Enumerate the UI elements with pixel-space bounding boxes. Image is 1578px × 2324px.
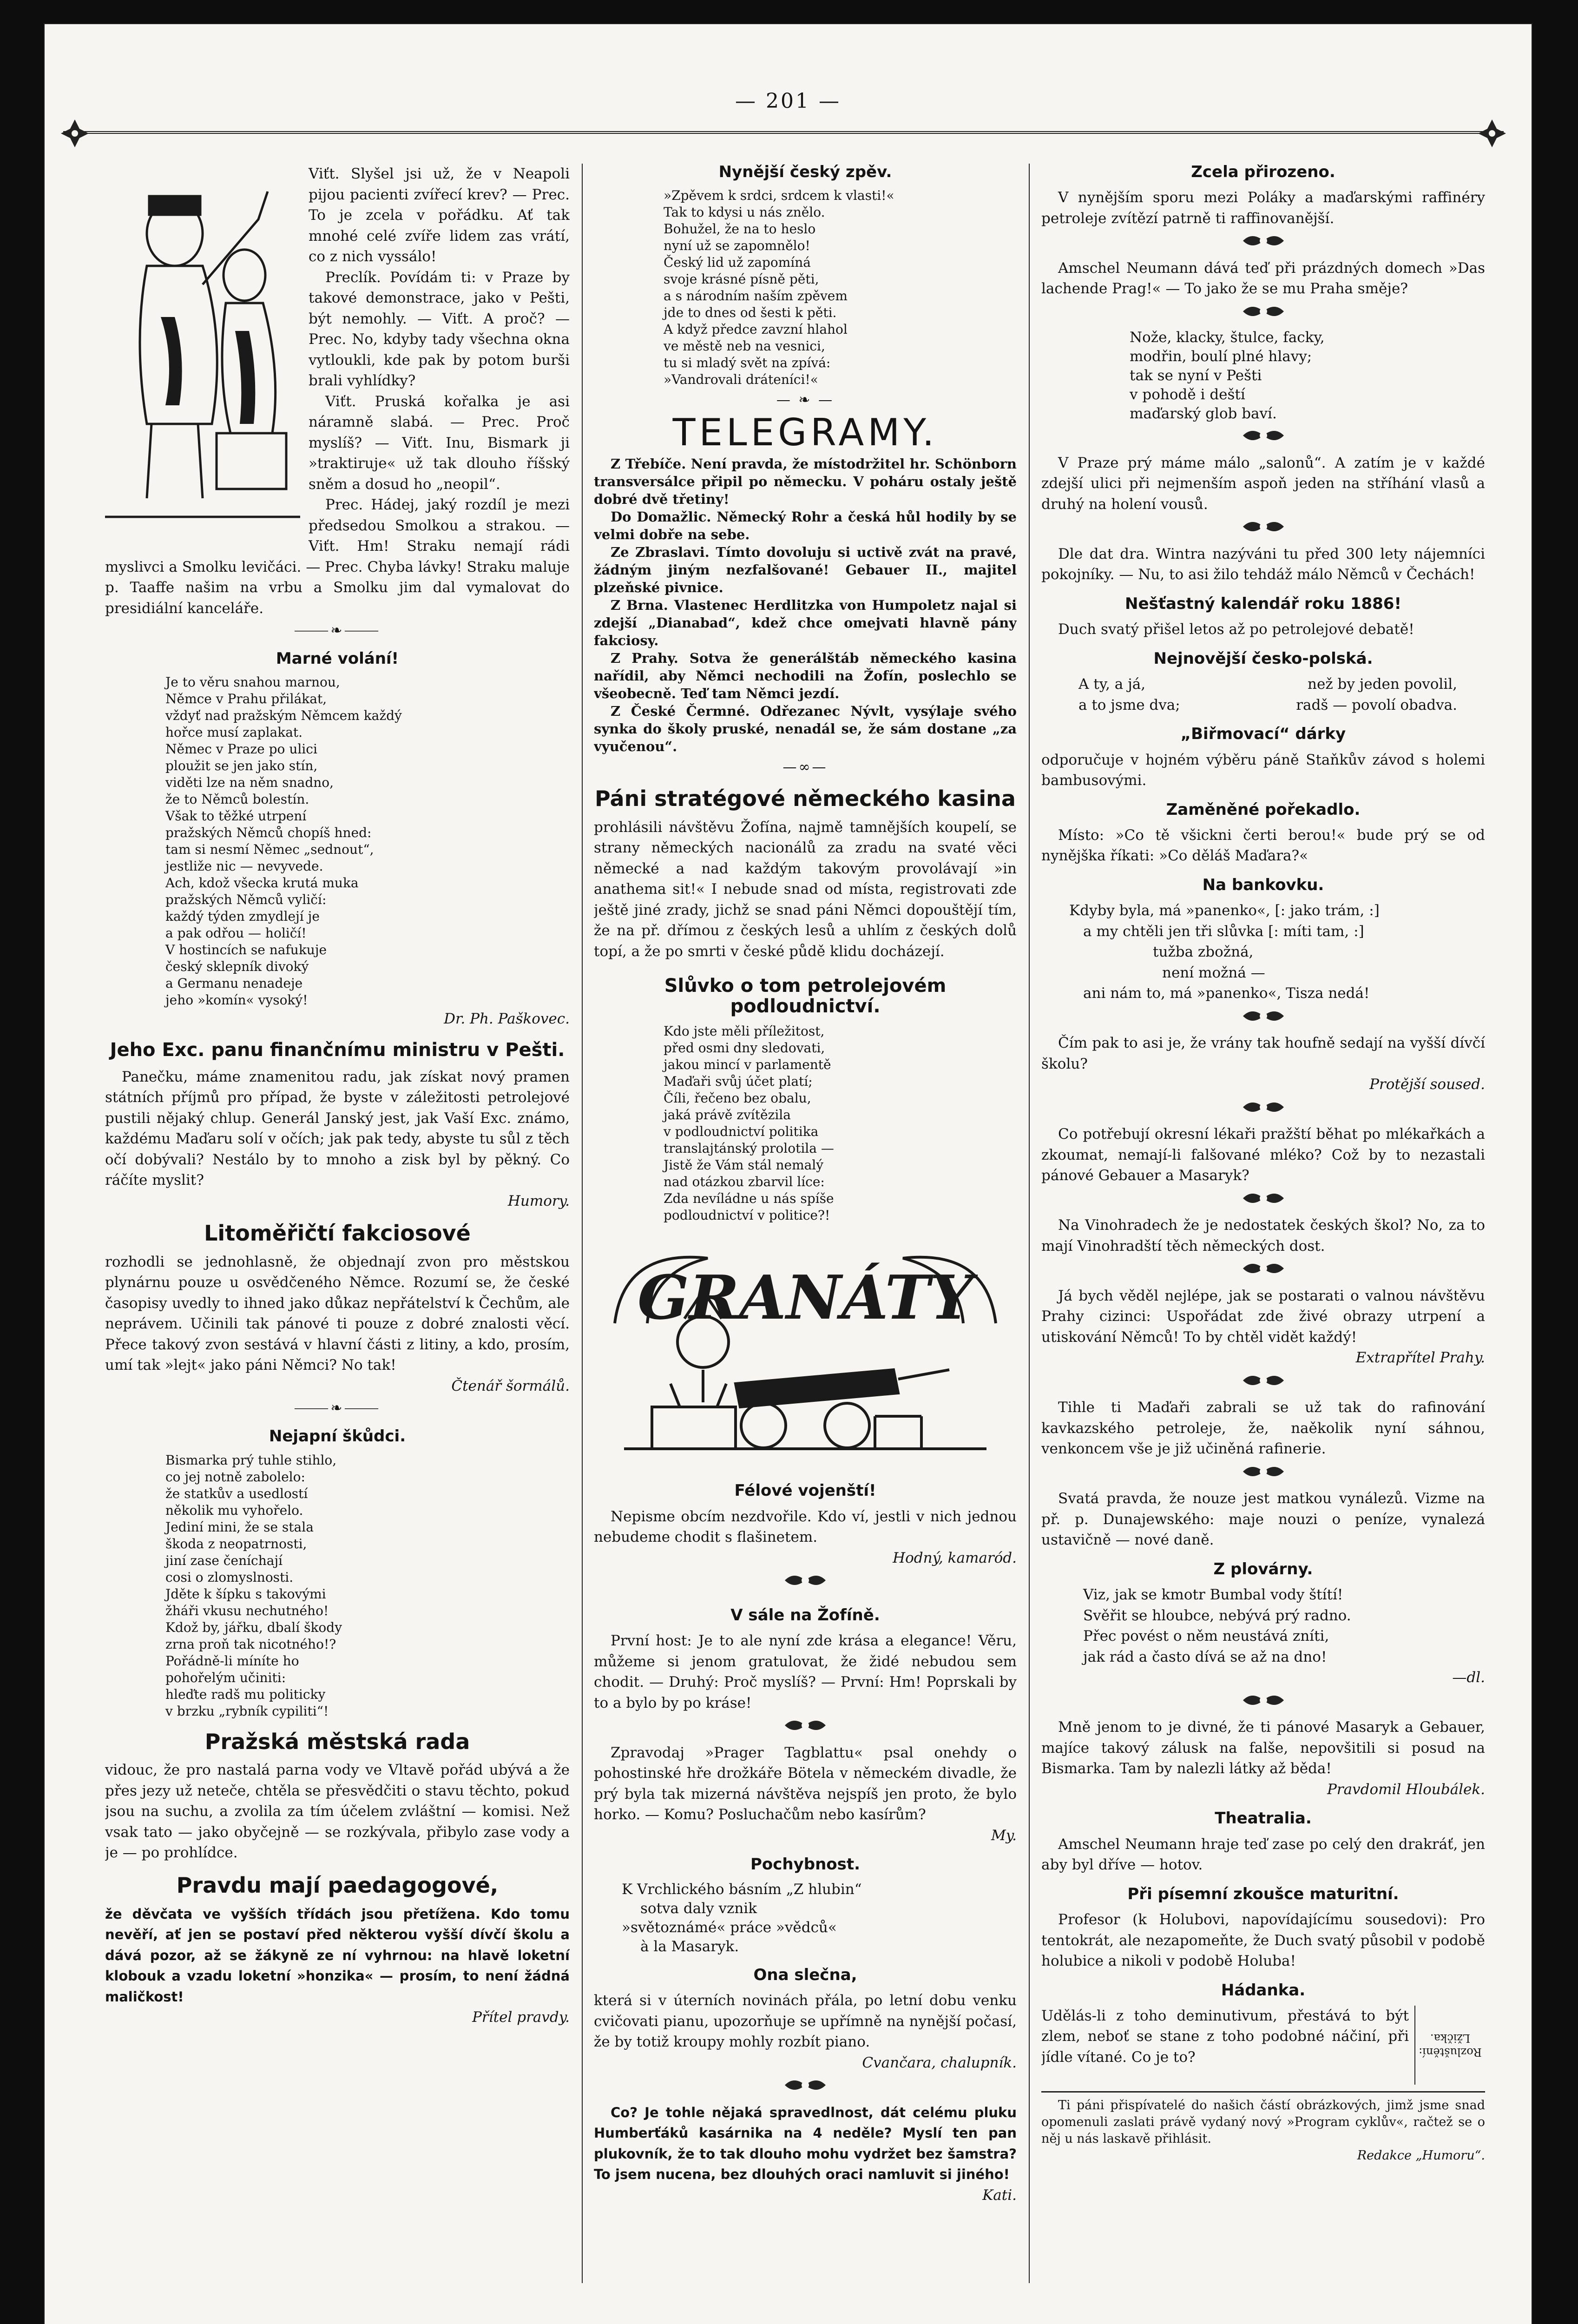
poem-line: »Zpěvem k srdci, srdcem k vlasti!« bbox=[664, 188, 894, 204]
poem bbox=[622, 1880, 1017, 1956]
fleuron-icon bbox=[1041, 1258, 1485, 1285]
poem-line: jakou mincí v parlamentě bbox=[664, 1057, 831, 1073]
poem-line: není možná — bbox=[1162, 964, 1265, 981]
poem-line: pohořelým učiniti: bbox=[165, 1670, 286, 1685]
poem-line: v pohodě i deští bbox=[1130, 386, 1245, 403]
poem-line: a pak odřou — holičí! bbox=[165, 925, 307, 941]
poem-line: Ach, kdož všecka krutá muka bbox=[165, 875, 359, 891]
article-text: Zpravodaj »Prager Tagblattu« psal onehdy o pohostinské hře drožkáře Bötela v německém divadle, že prý byla tak mizerná návštěva nejspíš jen proto, že bylo horko. — Komu? Posluchačům nebo kasírům? bbox=[594, 1744, 1017, 1823]
article-text: Ti páni přispívatelé do našich částí obrázkových, jimž jsme snad opomenuli zaslati právě vydaný nový »Program cyklův«, račtež se o něj u nás laskavě přihlásit. bbox=[1041, 2098, 1485, 2146]
section-divider-icon: ⸻❧⸻ bbox=[294, 1400, 381, 1417]
poem-line: viděti lze na něm snadno, bbox=[165, 775, 334, 791]
poem-line: český sklepník divoký bbox=[165, 959, 309, 975]
signature: Pravdomil Hloubálek. bbox=[1327, 1781, 1485, 1798]
signature: Čtenář šormálů. bbox=[451, 1377, 570, 1394]
poem bbox=[1083, 1585, 1485, 1667]
article-text: která si v úterních novinách přála, po letní dobu venku cvičovati pianu, upozorňuje se upřímně na nynější počasí, že by totiž kroupy mohly rozbít piano. bbox=[594, 1992, 1017, 2051]
article-title: Félové vojenští! bbox=[734, 1481, 876, 1500]
poem-line: A když předce zavzní hlahol bbox=[664, 322, 848, 337]
poem-line: Viz, jak se kmotr Bumbal vody štítí! bbox=[1083, 1586, 1343, 1604]
article-title: Nynější český zpěv. bbox=[718, 164, 892, 181]
poem-line: nyní už se zapomnělo! bbox=[664, 238, 810, 254]
poem-line: jaká právě zvítězila bbox=[664, 1107, 791, 1123]
article-title: Pražská městská rada bbox=[204, 1729, 470, 1754]
poem bbox=[165, 1452, 570, 1720]
poem-line: a Germanu nenadeje bbox=[165, 976, 303, 991]
article-text: Amschel Neumann dává teď při prázdných domech »Das lachende Prag!« — To jako že se mu Praha směje? bbox=[1041, 259, 1485, 297]
article-title: V sále na Žofíně. bbox=[730, 1605, 880, 1624]
fleuron-icon bbox=[1041, 1690, 1485, 1717]
poem-line: Český lid už zapomíná bbox=[664, 255, 811, 271]
riddle-answer: Rozluštění: Lžička. bbox=[1419, 2031, 1482, 2059]
dialog-paragraph: Prec. Hádej, jaký rozdíl je mezi předsedou Smolkou a strakou. — Viťt. Hm! Straku nemají rádi myslivci a Smolku levičáci. — Prec. Chyba lávky! Straku maluje p. Taaffe našim na vrbu a Smolku jim dal vymalovat do presidiální kanceláře. bbox=[105, 496, 570, 617]
article-title: Při písemní zkoušce maturitní. bbox=[1127, 1884, 1399, 1903]
fleuron-icon bbox=[1041, 1370, 1485, 1397]
signature: Přítel pravdy. bbox=[472, 2009, 570, 2026]
article-text: odporučuje v hojném výběru páně Staňkův závod s holemi bambusovými. bbox=[1041, 751, 1485, 789]
telegram-item: Z Prahy. Sotva že generálštáb německého kasina nařídil, aby Němci nechodili na Žofín, poslechlo se všeobecně. Teď tam Němci jezdí. bbox=[594, 650, 1017, 702]
poem-line: Přec povést o něm neustává zníti, bbox=[1083, 1628, 1329, 1645]
granaty-title: GRANÁTY bbox=[637, 1262, 973, 1334]
poem-line: zrna proň tak nicotného!? bbox=[165, 1636, 336, 1652]
poem-line: A ty, a já, bbox=[1078, 676, 1146, 693]
article-text: prohlásili návštěvu Žofína, najmě tamnějších koupelí, se strany německých nacionálů za zradu na svaté věci německé a nad každým takovým provolávají »in anathema sit!« I nebude snad od místa, registrovati zde ještě jiné zrady, jichž se snad páni Němci dopouštějí tím, že na př. dřímou z českých lesů a uhlím z českých dolů topí, a že po smrti v české půdě klidu docházejí. bbox=[594, 819, 1017, 960]
poem-line: pražských Němců vyličí: bbox=[165, 892, 327, 908]
article-title: Ona slečna, bbox=[753, 1965, 857, 1984]
article-text: Udělás-li z toho deminutivum, přestává to být zlem, neboť se stane z toho podobné náčiní, při jídle vítané. Co je to? bbox=[1041, 2007, 1409, 2066]
article-title: Jeho Exc. panu finančnímu ministru v Pešti. bbox=[110, 1039, 565, 1061]
poem-line: a my chtěli jen tři slůvka [: míti tam, :] bbox=[1083, 923, 1364, 940]
column-rule bbox=[1029, 164, 1030, 2283]
fleuron-icon bbox=[1041, 516, 1485, 543]
poem bbox=[664, 1023, 1017, 1224]
poem-line: co jej notně zabolelo: bbox=[165, 1469, 305, 1485]
article-text: Na Vinohradech že je nedostatek českých škol? No, za to mají Vinohradští těch německých dost. bbox=[1041, 1217, 1485, 1254]
poem-line: a s národním naším zpěvem bbox=[664, 288, 848, 304]
article-text: Svatá pravda, že nouze jest matkou vynálezů. Vizme na př. p. Dunajewského: maje nouzi o peníze, vynalezá ustavičně — nové daně. bbox=[1041, 1490, 1485, 1549]
poem-line: každý týden zmydlejí je bbox=[165, 909, 320, 924]
article-text: že děvčata ve vyšších třídách jsou přetížena. Kdo tomu nevěří, ať jen se postaví před některou vyšší dívčí školu a dává pozor, až se žákyně ze ní vyhrnou: na hlavě loketní klobouk a vzadu loketní »honzika« — prosím, to není žádná maličkost! bbox=[105, 1906, 570, 2005]
poem-line: translajtánský prolotila — bbox=[664, 1141, 834, 1156]
section-divider-icon: — ❧ — bbox=[776, 392, 835, 409]
article-text: Duch svatý přišel letos až po petrolejové debatě! bbox=[1058, 621, 1414, 638]
poem-line: Jděte k šípku s takovými bbox=[165, 1586, 326, 1602]
column-rule bbox=[582, 164, 583, 2283]
poem-line: cosi o zlomyslnosti. bbox=[165, 1569, 294, 1585]
poem-line: Němce v Prahu přilákat, bbox=[165, 691, 327, 707]
article-text: Nepisme obcím nezdvořile. Kdo ví, jestli v nich jednou nebudeme chodit s flašinetem. bbox=[594, 1508, 1017, 1546]
fleuron-icon bbox=[1041, 1006, 1485, 1032]
article-text: vidouc, že pro nastalá parna vody ve Vltavě pořád ubývá a že přes jezy už neteče, chtěla se přesvědčiti o stavu těchto, pokud jsou na suchu, a zvolila za tím účelem zvláštní — komisi. Než vsak tato — jako obyčejně — se rozkývala, přibylo zase vody a je — po prohlídce. bbox=[105, 1762, 570, 1862]
poem-line: Němec v Praze po ulici bbox=[165, 741, 317, 757]
article-text: Místo: »Co tě všickni čerti berou!« bude prý se od nynějška říkati: »Co děláš Maďara?« bbox=[1041, 826, 1485, 865]
page-number: — 201 — bbox=[735, 89, 841, 113]
telegram-item: Z Třebíče. Není pravda, že místodržitel hr. Schönborn transversálce připil po německu. V poháru ostaly ještě dobré dvě třetiny! bbox=[594, 456, 1017, 508]
fleuron-icon bbox=[1041, 425, 1485, 452]
poem-line: Číli, řečeno bez obalu, bbox=[664, 1090, 811, 1106]
poem-line: K Vrchlického básním „Z hlubin“ bbox=[622, 1881, 862, 1898]
signature: Humory. bbox=[507, 1192, 570, 1209]
section-divider-icon: ⸻❧⸻ bbox=[294, 622, 381, 639]
article-title: Theatralia. bbox=[1215, 1809, 1312, 1828]
poem-line: hořce musí zaplakat. bbox=[165, 725, 303, 740]
article-text: Dle dat dra. Wintra nazýváni tu před 300 lety nájemníci pokojníky. — Nu, to asi žilo tehdáž málo Němců v Čechách! bbox=[1041, 545, 1485, 583]
article-text: Co? Je tohle nějaká spravedlnost, dát celému pluku Humberťáků kasárnika na 4 neděle? Myslí ten pan plukovník, že to tak dlouho mohu vydržet bez šamstra? To jsem nucena, bez dlouhých oraci namluvit si jiného! bbox=[594, 2104, 1017, 2183]
article-title: Zcela přirozeno. bbox=[1191, 164, 1335, 181]
column-left bbox=[105, 164, 570, 2274]
article-title: „Biřmovací“ dárky bbox=[1180, 725, 1346, 744]
signature: Cvančara, chalupník. bbox=[862, 2054, 1017, 2071]
article-title: Z plovárny. bbox=[1213, 1559, 1313, 1578]
fleuron-icon bbox=[594, 1570, 1017, 1597]
caricature-illustration bbox=[105, 164, 300, 535]
poem-line: tužba zbožná, bbox=[1153, 944, 1254, 961]
poem-line: Zda nevíládne u nás spíše bbox=[664, 1191, 834, 1207]
dialog-paragraph: Preclík. Povídám ti: v Praze by takové demonstrace, jako v Pešti, být nemohly. — Viťt. A proč? — Prec. No, kdyby tady všechna okna vytloukli, kde pak by potom burši brali vyhlídky? bbox=[309, 269, 570, 389]
column-right bbox=[1041, 164, 1485, 2274]
poem-line: jiní zase čeníchají bbox=[165, 1552, 283, 1568]
poem-line: Kdož by, jářku, dbalí škody bbox=[165, 1619, 342, 1635]
poem-line: Maďaři svůj účet platí; bbox=[664, 1074, 813, 1089]
section-divider-icon: —∞— bbox=[782, 759, 828, 776]
fleuron-icon bbox=[1041, 1461, 1485, 1488]
poem-line: vždyť nad pražským Němcem každý bbox=[165, 708, 402, 724]
article-title: Litoměřičtí fakciosové bbox=[204, 1221, 471, 1246]
poem-line: tam si nesmí Němec „sednout“, bbox=[165, 842, 374, 858]
poem-line: jeho »komín« vysoký! bbox=[165, 992, 308, 1008]
telegram-item: Ze Zbraslavi. Tímto dovoluju si uctivě zvát na pravé, žádným jiným nezfalšované! Gebauer II., majitel plzeňské pivnice. bbox=[594, 544, 1017, 596]
poem-row bbox=[1041, 695, 1485, 716]
article-title: Nešťastný kalendář roku 1886! bbox=[1125, 594, 1401, 613]
poem-line: jde to dnes od šesti k pěti. bbox=[664, 305, 837, 321]
poem-line: Bismarka prý tuhle stihlo, bbox=[165, 1452, 337, 1468]
fleuron-icon bbox=[594, 1715, 1017, 1742]
poem-line: několik mu vyhořelo. bbox=[165, 1502, 303, 1518]
signature: Hodný, kamaród. bbox=[893, 1549, 1017, 1566]
signature: My. bbox=[991, 1827, 1017, 1844]
telegram-item: Do Domažlic. Německý Rohr a česká hůl hodily by se velmi dobře na sebe. bbox=[594, 509, 1017, 543]
article-title: Marné volání! bbox=[276, 649, 399, 668]
poem-line: než by jeden povolil, bbox=[1308, 676, 1457, 693]
telegrams-list bbox=[594, 455, 1017, 755]
poem-line: maďarský glob baví. bbox=[1130, 405, 1277, 423]
poem-line: žháři vkusu nechutného! bbox=[165, 1603, 329, 1618]
dialog-paragraph: Viťt. Slyšel jsi už, že v Neapoli pijou pacienti zvířecí krev? — Prec. To je zcela v pořádku. Ať tak mnohé celé zvíře lidem zas vrátí, co z nich vyssálo! bbox=[309, 165, 570, 265]
poem-line: jestliže nic — nevyvede. bbox=[165, 858, 323, 874]
poem-line: »světoznámé« práce »vědců« bbox=[622, 1919, 837, 1936]
corner-ornament-left-icon bbox=[59, 117, 91, 150]
corner-ornament-right-icon bbox=[1476, 117, 1508, 150]
poem-line: Svěřit se hloubce, nebývá prý radno. bbox=[1083, 1607, 1351, 1624]
signature: Dr. Ph. Paškovec. bbox=[444, 1010, 570, 1028]
poem-line: ani nám to, má »panenko«, Tisza nedá! bbox=[1083, 985, 1370, 1002]
article-title: Zaměněné pořekadlo. bbox=[1166, 800, 1361, 819]
poem-line: nad otázkou zbarvil líce: bbox=[664, 1174, 825, 1190]
poem-row bbox=[1041, 674, 1485, 695]
fleuron-icon bbox=[594, 2075, 1017, 2101]
telegrams-heading: TELEGRAMY. bbox=[672, 411, 938, 455]
article-title: Pravdu mají paedagogové, bbox=[176, 1872, 499, 1898]
riddle-answer-box bbox=[1414, 2006, 1485, 2085]
poem-line: Však to těžké utrpení bbox=[165, 808, 307, 824]
article-text: Profesor (k Holubovi, napovídajícímu sousedovi): Pro tentokrát, ale nezapomeňte, že Duch svatý působil v podobě holubice a nikoli v podobě Holuba! bbox=[1041, 1911, 1485, 1970]
poem-line: že to Němců bolestín. bbox=[165, 792, 309, 807]
poem-line: Pořádně-li míníte ho bbox=[165, 1653, 299, 1669]
riddle-block bbox=[1041, 2006, 1485, 2085]
poem-line: že statkův a usedlostí bbox=[165, 1486, 308, 1501]
article-title: Nejapní škůdci. bbox=[269, 1427, 406, 1446]
poem-line: Nože, klacky, štulce, facky, bbox=[1130, 329, 1325, 346]
poem-line: tak se nyní v Pešti bbox=[1130, 367, 1262, 384]
poem-line: radš — povolí obadva. bbox=[1296, 696, 1457, 713]
article-title: Slůvko o tom petrolejovém podloudnictví. bbox=[664, 975, 947, 1017]
poem-line: à la Masaryk. bbox=[640, 1938, 739, 1955]
poem-line: tu si mladý svět na zpívá: bbox=[664, 355, 831, 371]
article-text: První host: Je to ale nyní zde krása a elegance! Věru, můžeme si jenom gratulovat, že židé nebudou sem chodit. — Druhý: Proč myslíš? — První: Hm! Poprskali by to a bylo by po kráse! bbox=[594, 1632, 1017, 1711]
poem-line: Jistě že Vám stál nemalý bbox=[664, 1157, 824, 1173]
poem-line: podloudnictví v politice?! bbox=[664, 1208, 830, 1223]
editorial-note bbox=[1041, 2091, 1485, 2164]
article-text: Mně jenom to je divné, že ti pánové Masaryk a Gebauer, majíce takový zálusk na falše, nepovšitili si posud na Bismarka. Tam by nalezli látky až běda! bbox=[1041, 1719, 1485, 1777]
poem-line: sotva daly vznik bbox=[640, 1900, 757, 1917]
article-text: Panečku, máme znamenitou radu, jak získat nový pramen státních příjmů pro případ, že byste v záležitosti petrolejové pustili nějaký chlup. Generál Janský jest, jak Vaší Exc. známo, každému Maďaru solí v očích; jak pak tedy, abyste tu sůl z těch očí dobývali? Nestálo by to mnoho a zisk byl by pěkný. Co ráčíte myslit? bbox=[105, 1068, 570, 1189]
article-text: Amschel Neumann hraje teď zase po celý den drakráť, jen aby byl dříve — hotov. bbox=[1041, 1835, 1485, 1874]
fleuron-icon bbox=[1041, 1188, 1485, 1215]
article-title: Hádanka. bbox=[1221, 1981, 1306, 2000]
newspaper-page bbox=[45, 24, 1532, 2324]
poem-line: Jediní mini, že se stala bbox=[165, 1519, 314, 1535]
column-middle bbox=[594, 164, 1017, 2274]
poem-line: Je to věru snahou marnou, bbox=[165, 674, 340, 690]
fleuron-icon bbox=[1041, 231, 1485, 257]
poem bbox=[664, 187, 1017, 388]
fleuron-icon bbox=[1041, 1097, 1485, 1123]
poem bbox=[165, 674, 570, 1009]
article-text: Čím pak to asi je, že vrány tak houfně sedají na vyšší dívčí školu? bbox=[1041, 1035, 1485, 1072]
article-text: V nynějším sporu mezi Poláky a maďarskými raffinéry petroleje zvítězí patrně ti raffinovanější. bbox=[1041, 189, 1485, 227]
signature: Extrapřítel Prahy. bbox=[1355, 1349, 1485, 1367]
article-text: Co potřebují okresní lékaři pražští běhat po mlékařkách a zkoumat, nemají-li falšované mléko? Což by to nezastali pánové Gebauer a Masaryk? bbox=[1041, 1126, 1485, 1184]
article-text: rozhodli se jednohlasně, že objednají zvon pro městskou plynárnu pouze u osvědčeného Němce. Rozumí se, že české časopisy uvedly to ihned jako důkaz nepřátelství k Čechům, ale neprávem. Učinili tak pánové ti pouze z dobré znalosti věcí. Přece takový zvon sestává v hlavní části z litiny, a kdo, prosím, umí tak »lejt« jako páni Němci? No tak! bbox=[105, 1253, 570, 1374]
article-title: Na bankovku. bbox=[1202, 875, 1324, 894]
signature: —dl. bbox=[1452, 1669, 1485, 1686]
article-text: V Praze prý máme málo „salonů“. A zatím je v každé zdejší ulici při nejmenším aspoň jeden na stříhání vlasů a druhý na holení vousů. bbox=[1041, 454, 1485, 513]
article-title: Nejnovější česko-polská. bbox=[1153, 649, 1373, 668]
poem-line: škoda z neopatrnosti, bbox=[165, 1536, 307, 1552]
poem-line: modřin, boulí plné hlavy; bbox=[1130, 348, 1312, 365]
poem bbox=[1130, 328, 1485, 423]
article-title: Páni stratégové německého kasina bbox=[595, 786, 1016, 812]
signature: Protější soused. bbox=[1369, 1076, 1485, 1093]
poem-line: Tak to kdysi u nás znělo. bbox=[664, 205, 825, 220]
signature: Kati. bbox=[982, 2186, 1017, 2204]
poem-line: Kdo jste měli příležitost, bbox=[664, 1023, 825, 1039]
article-title: Pochybnost. bbox=[750, 1855, 861, 1874]
poem-line: jak rád a často dívá se až na dno! bbox=[1083, 1648, 1327, 1665]
poem-line: »Vandrovali dráteníci!« bbox=[664, 372, 818, 388]
poem-line: v brzku „rybník cypiliti“! bbox=[165, 1703, 329, 1719]
signature: Redakce „Humoru“. bbox=[1357, 2148, 1485, 2163]
poem-line: pražských Němců chopíš hned: bbox=[165, 825, 372, 841]
article-text: Tihle ti Maďaři zabrali se už tak do rafinování kavkazského petroleje, že, naěkolik nyní sáhnou, venkoncem vše je již učiněná rafinerie. bbox=[1041, 1399, 1485, 1458]
dialog-paragraph: Viťt. Pruská kořalka je asi náramně slabá. — Prec. Proč myslíš? — Viťt. Inu, Bismark ji »traktiruje« už tak dlouho říšský sněm a dosud ho „neopil“. bbox=[309, 393, 570, 493]
article-text: Já bych věděl nejlépe, jak se postarati o valnou návštěvu Prahy cizinci: Uspořádat zde živé obrazy utrpení a utiskování Němců! To by chtěl vidět každý! bbox=[1041, 1287, 1485, 1346]
poem-line: svoje krásné písně pěti, bbox=[664, 271, 819, 287]
poem-line: hleďte radš mu politicky bbox=[165, 1686, 326, 1702]
poem-line: a to jsme dva; bbox=[1078, 696, 1180, 713]
poem-line: ploužit se jen jako stín, bbox=[165, 758, 318, 774]
poem-line: V hostincích se nafukuje bbox=[165, 942, 327, 958]
granaty-vignette-illustration bbox=[594, 1230, 1017, 1472]
telegram-item: Z České Čermné. Odřezanec Nývlt, vysýlaje svého synka do školy pruské, nenadál se, že sám dostane „za vyučenou“. bbox=[594, 703, 1017, 755]
poem-line: před osmi dny sledovati, bbox=[664, 1040, 825, 1056]
poem-line: v podloudnictví politika bbox=[664, 1124, 819, 1140]
fleuron-icon bbox=[1041, 301, 1485, 328]
poem-line: Kdyby byla, má »panenko«, [: jako trám, :] bbox=[1069, 902, 1380, 919]
poem-line: Bohužel, že na to heslo bbox=[664, 221, 816, 237]
poem-line: ve městě neb na vesnici, bbox=[664, 338, 825, 354]
telegram-item: Z Brna. Vlastenec Herdlitzka von Humpoletz najal si zdejší „Dianabad“, kdež chce omejvati hlavně pány fakciosy. bbox=[594, 597, 1017, 649]
poem bbox=[1069, 900, 1485, 1004]
